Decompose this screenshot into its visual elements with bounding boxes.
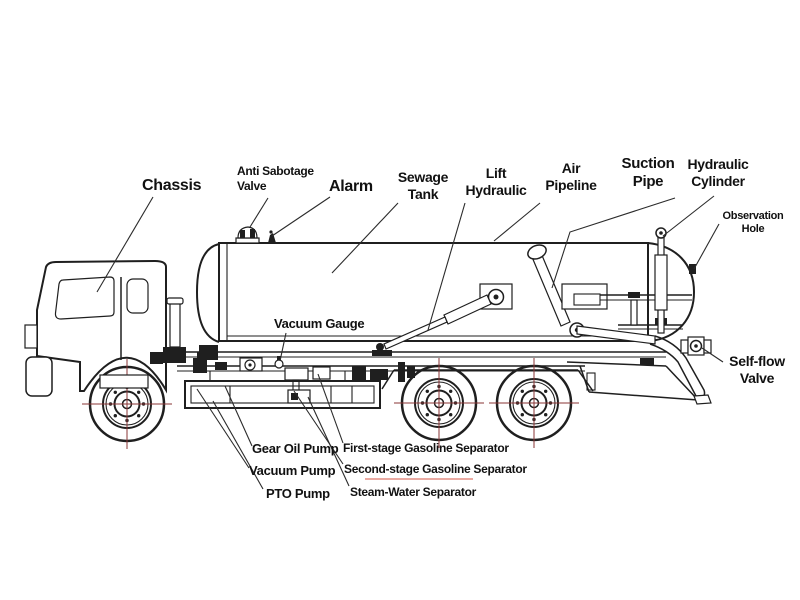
self-flow-valve-part [681,337,711,355]
observation-hole-part [689,264,696,274]
accent-underline [365,478,473,480]
label-lift-hydraulic: Lift Hydraulic [465,165,527,199]
label-vacuum-gauge: Vacuum Gauge [274,316,365,331]
label-sewage-tank: Sewage Tank [397,169,449,203]
label-gear-oil-pump: Gear Oil Pump [252,441,339,456]
label-hydraulic-cylinder: Hydraulic Cylinder [687,156,749,190]
label-anti-sabotage-valve: Anti Sabotage Valve [237,164,314,193]
leader-anti-sabotage-valve [250,198,268,227]
label-vacuum-pump: Vacuum Pump [249,463,336,478]
leader-alarm [272,197,330,236]
sewage-tank-body [197,243,696,360]
label-self-flow-valve: Self-flow Valve [729,353,785,387]
label-chassis: Chassis [142,177,202,194]
label-observation-hole: Observation Hole [722,210,784,236]
anti-sabotage-valve-part [236,227,259,243]
label-air-pipeline: Air Pipeline [545,160,597,194]
leader-hydraulic-cylinder [663,196,714,236]
label-suction-pipe: Suction Pipe [621,155,675,191]
label-steam-water-separator: Steam-Water Separator [350,485,476,499]
label-alarm: Alarm [329,178,373,195]
alarm-part [268,230,276,243]
label-pto-pump: PTO Pump [266,486,330,501]
cab [25,261,166,396]
label-second-stage-gasoline-separator: Second-stage Gasoline Separator [344,462,527,476]
leader-air-pipeline [494,203,540,241]
label-first-stage-gasoline-separator: First-stage Gasoline Separator [343,441,509,455]
vacuum-gauge-part [275,360,283,368]
